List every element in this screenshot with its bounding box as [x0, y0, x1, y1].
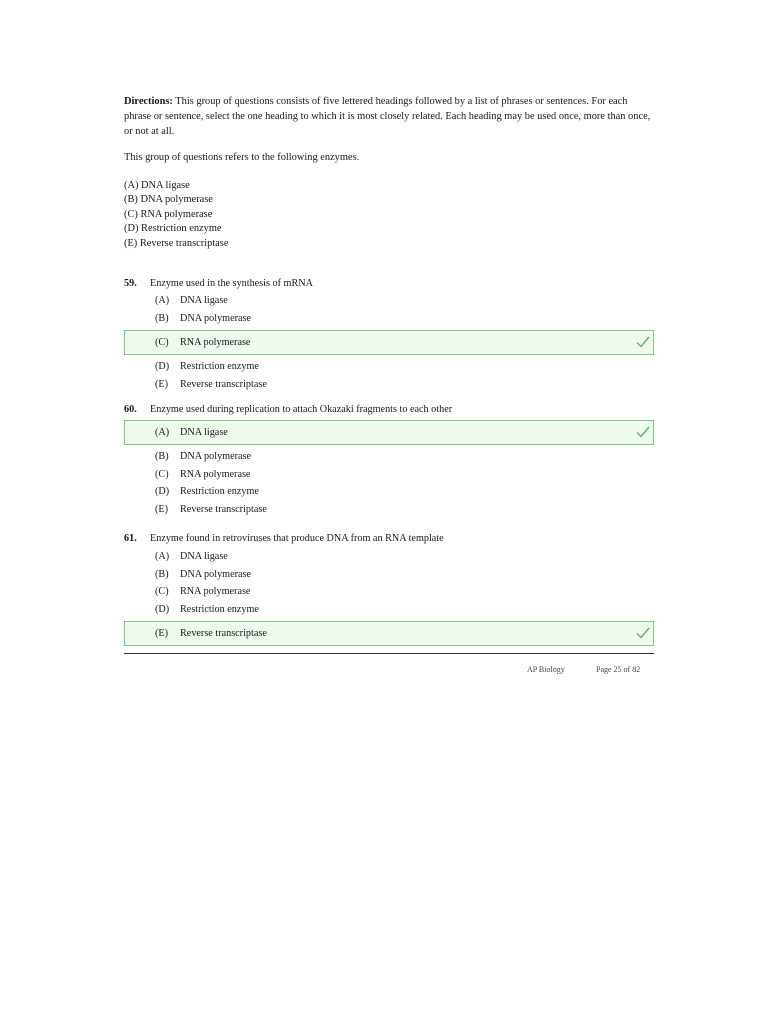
option-text: Reverse transcriptase — [180, 503, 267, 515]
question-number: 60. — [124, 404, 137, 416]
directions-text: This group of questions consists of five lettered headings followed by a list of phrases or sentences. For each phrase or sentence, select the one heading to which it is most closely related. Each heading may be used once, more than once, or not at all. — [124, 96, 651, 137]
option-c-correct[interactable] — [124, 330, 654, 355]
option-text: DNA polymerase — [180, 312, 252, 324]
checkmark-stroke — [637, 628, 649, 638]
option-text: DNA ligase — [180, 427, 228, 439]
option-a[interactable] — [124, 292, 654, 310]
option-d[interactable] — [124, 483, 654, 501]
directions-label: Directions: — [124, 96, 173, 107]
option-letter: (C) — [155, 468, 169, 480]
question-number: 59. — [124, 278, 137, 290]
option-letter: (C) — [155, 337, 169, 349]
question-number: 61. — [124, 533, 137, 545]
question-text: Enzyme used in the synthesis of mRNA — [150, 278, 313, 290]
option-text: Restriction enzyme — [180, 486, 259, 498]
checkmark-icon — [635, 424, 651, 440]
option-b[interactable] — [124, 566, 654, 584]
option-text: Restriction enzyme — [180, 603, 259, 615]
heading-list — [124, 179, 654, 251]
option-letter: (B) — [155, 451, 169, 463]
option-letter: (A) — [155, 551, 170, 563]
option-d[interactable] — [124, 358, 654, 376]
option-text: RNA polymerase — [180, 337, 251, 349]
option-e[interactable] — [124, 376, 654, 394]
checkmark-icon — [635, 334, 651, 350]
question-text: Enzyme found in retroviruses that produce DNA from an RNA template — [150, 533, 444, 545]
intro-text: This group of questions refers to the following enzymes. — [124, 152, 360, 163]
footer-rule — [124, 653, 654, 654]
option-b[interactable] — [124, 310, 654, 328]
question-60 — [124, 403, 654, 518]
heading-item: (B) DNA polymerase — [124, 194, 213, 206]
footer-page-number: Page 25 of 82 — [596, 665, 641, 674]
option-e-correct[interactable] — [124, 621, 654, 646]
option-text: RNA polymerase — [180, 586, 251, 598]
option-list — [124, 292, 654, 393]
option-a[interactable] — [124, 548, 654, 566]
question-stem — [124, 403, 654, 417]
option-list — [124, 548, 654, 646]
option-letter: (E) — [155, 628, 169, 640]
option-letter: (B) — [155, 312, 169, 324]
option-letter: (E) — [155, 378, 169, 390]
option-c[interactable] — [124, 583, 654, 601]
checkmark-icon — [635, 625, 651, 641]
option-text: RNA polymerase — [180, 468, 251, 480]
question-59 — [124, 277, 654, 393]
footer-subject: AP Biology — [527, 665, 565, 674]
option-letter: (D) — [155, 486, 170, 498]
question-61 — [124, 532, 654, 646]
worksheet-page — [124, 94, 654, 649]
option-text: Reverse transcriptase — [180, 378, 267, 390]
heading-item: (A) DNA ligase — [124, 180, 190, 191]
option-letter: (A) — [155, 295, 170, 307]
directions — [124, 94, 654, 139]
question-stem — [124, 277, 654, 291]
option-a-correct[interactable] — [124, 420, 654, 445]
checkmark-stroke — [637, 337, 649, 347]
heading-item: (E) Reverse transcriptase — [124, 237, 229, 249]
heading-item: (D) Restriction enzyme — [124, 223, 222, 235]
option-letter: (B) — [155, 568, 169, 580]
option-text: DNA ligase — [180, 295, 228, 307]
question-text: Enzyme used during replication to attach Okazaki fragments to each other — [150, 404, 453, 416]
option-c[interactable] — [124, 466, 654, 484]
checkmark-stroke — [637, 427, 649, 437]
option-e[interactable] — [124, 501, 654, 519]
option-text: Reverse transcriptase — [180, 628, 267, 640]
option-b[interactable] — [124, 448, 654, 466]
option-letter: (E) — [155, 503, 169, 515]
option-letter: (C) — [155, 586, 169, 598]
option-letter: (A) — [155, 427, 170, 439]
heading-item: (C) RNA polymerase — [124, 208, 213, 220]
option-text: Restriction enzyme — [180, 361, 259, 373]
option-text: DNA polymerase — [180, 568, 252, 580]
option-letter: (D) — [155, 603, 170, 615]
option-d[interactable] — [124, 601, 654, 619]
question-stem — [124, 532, 654, 546]
option-text: DNA polymerase — [180, 451, 252, 463]
option-list — [124, 420, 654, 518]
option-letter: (D) — [155, 361, 170, 373]
option-text: DNA ligase — [180, 551, 228, 563]
